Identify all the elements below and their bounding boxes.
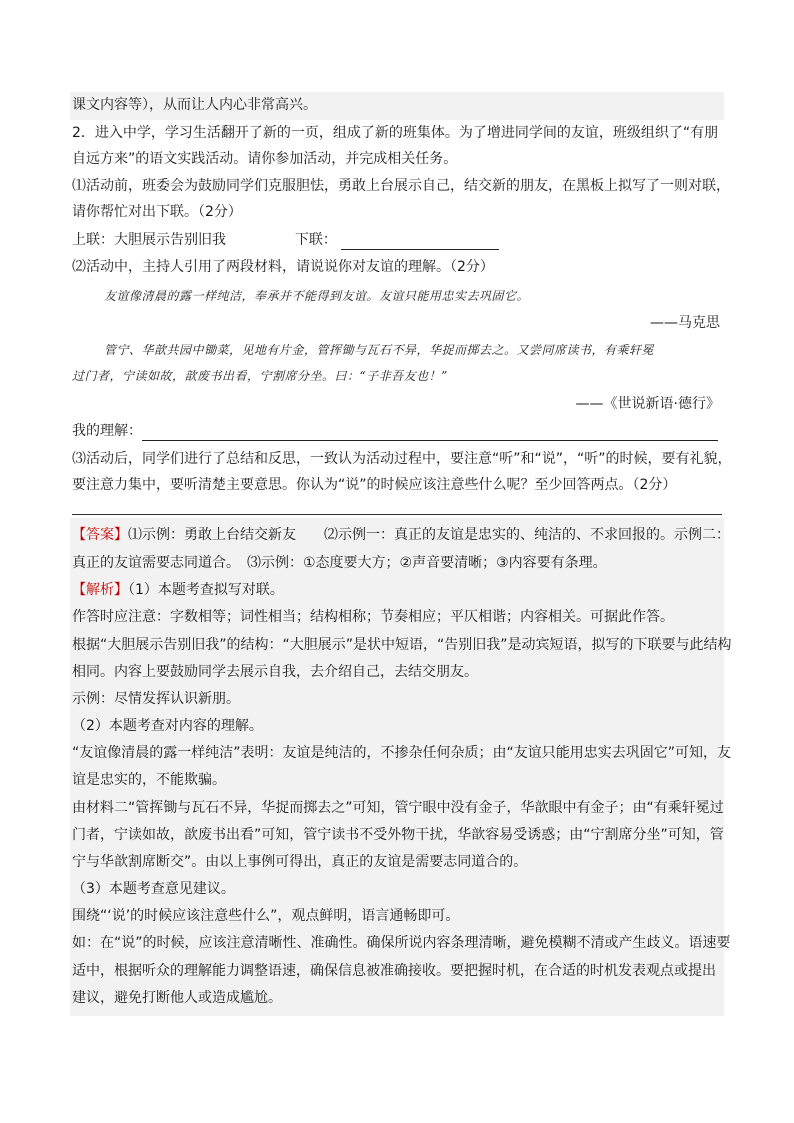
understanding-row: [72, 421, 718, 441]
analysis-line1-text: （1）本题考查拟写对联。: [128, 582, 284, 598]
answer-line1: [72, 525, 730, 545]
analysis-line: （3）本题考查意见建议。: [72, 881, 235, 897]
analysis-line: “友谊像清晨的露一样纯洁”表明：友谊是纯洁的，不掺杂任何杂质；由“友谊只能用忠实去巩固它”可知，友: [72, 745, 732, 761]
analysis-line: （2）本题考查对内容的理解。: [72, 718, 263, 734]
q2-line: ⑵活动中，主持人引用了两段材料，请说说你对友谊的理解。（2分）: [72, 259, 494, 275]
answer-line2: 真正的友谊需要志同道合。 ⑶示例：①态度要大方；②声音要清晰；③内容要有条理。: [72, 555, 607, 571]
q1-line1: ⑴活动前，班委会为鼓励同学们克服胆怯，勇敢上台展示自己，结交新的朋友，在黑板上拟写了一则对联，: [72, 178, 730, 194]
material2-line2: 过门者，宁读如故，歆废书出看，宁割席分坐。曰：“子非吾友也！”: [72, 369, 448, 383]
analysis-line: 示例：尽情发挥认识新朋。: [72, 691, 240, 707]
material1-text: 友谊像清晨的露一样纯洁，奉承并不能得到友谊。友谊只能用忠实去巩固它。: [104, 289, 530, 303]
analysis-line: 建议，避免打断他人或造成尴尬。: [72, 990, 282, 1006]
couplet-row: [72, 230, 499, 250]
material2-source: ——《世说新语·德行》: [575, 396, 720, 412]
q3-line1: ⑶活动后，同学们进行了总结和反思，一致认为活动过程中，要注意“听”和“说”，“听”的时候，要有礼貌，: [72, 451, 732, 467]
question-stem-line2: 自远方来”的语文实践活动。请你参加活动，并完成相关任务。: [72, 151, 458, 167]
analysis-line: 围绕“‘说’的时候应该注意些什么”，观点鲜明，语言通畅即可。: [72, 908, 460, 924]
q3-line2: 要注意力集中，要听清楚主要意思。你认为“说”的时候应该注意些什么呢？至少回答两点。（2分）: [72, 477, 677, 493]
analysis-line: 作答时应注意：字数相等；词性相当；结构相称；节奏相应；平仄相谐；内容相关。可据此作答。: [72, 609, 674, 625]
upper-couplet: 上联：大胆展示告别旧我: [72, 232, 226, 248]
lower-couplet-label: 下联：: [294, 232, 337, 248]
question-stem-line1: 2．进入中学，学习生活翻开了新的一页，组成了新的班集体。为了增进同学间的友谊，班级组织了“有朋: [72, 125, 719, 141]
lower-couplet-blank[interactable]: [341, 233, 499, 250]
analysis-label: 【解析】: [72, 582, 128, 598]
understanding-label: 我的理解：: [72, 423, 142, 439]
answer-line-rule[interactable]: [72, 514, 722, 515]
material2-line1: 管宁、华歆共园中锄菜，见地有片金，管挥锄与瓦石不异，华捉而掷去之。又尝同席读书，有乘轩冕: [104, 343, 655, 357]
analysis-line: 根据“大胆展示告别旧我”的结构：“大胆展示”是状中短语，“告别旧我”是动宾短语，拟写的下联要与此结构: [72, 637, 732, 653]
analysis-line: 宁与华歆割席断交”。由以上事例可得出，真正的友谊是需要志同道合的。: [72, 854, 528, 870]
material1-source: ——马克思: [650, 315, 720, 331]
q1-line2: 请你帮忙对出下联。（2分）: [72, 204, 242, 220]
answer-label: 【答案】: [72, 527, 128, 543]
understanding-blank[interactable]: [142, 424, 718, 441]
analysis-line: 适中，根据听众的理解能力调整语速，确保信息被准确接收。要把握时机，在合适的时机发表观点或提出: [72, 963, 716, 979]
analysis-line: 如：在“说”的时候，应该注意清晰性、准确性。确保所说内容条理清晰，避免模糊不清或产生歧义。语速要: [72, 935, 731, 951]
analysis-line: 相同。内容上要鼓励同学去展示自我，去介绍自己，去结交朋友。: [72, 664, 478, 680]
intro-line: 课文内容等），从而让人内心非常高兴。: [72, 97, 317, 113]
analysis-line: 门者，宁读如故，歆废书出看”可知，管宁读书不受外物干扰，华歆容易受诱惑；由“宁割席分坐”可知，管: [72, 827, 724, 843]
answer-line1-text: ⑴示例：勇敢上台结交新友 ⑵示例一：真正的友谊是忠实的、纯洁的、不求回报的。示例二：: [128, 527, 730, 543]
analysis-line: 谊是忠实的，不能欺骗。: [72, 772, 226, 788]
analysis-line1: [72, 580, 284, 600]
analysis-line: 由材料二“管挥锄与瓦石不异，华捉而掷去之”可知，管宁眼中没有金子，华歆眼中有金子；由“有乘轩冕过: [72, 800, 724, 816]
